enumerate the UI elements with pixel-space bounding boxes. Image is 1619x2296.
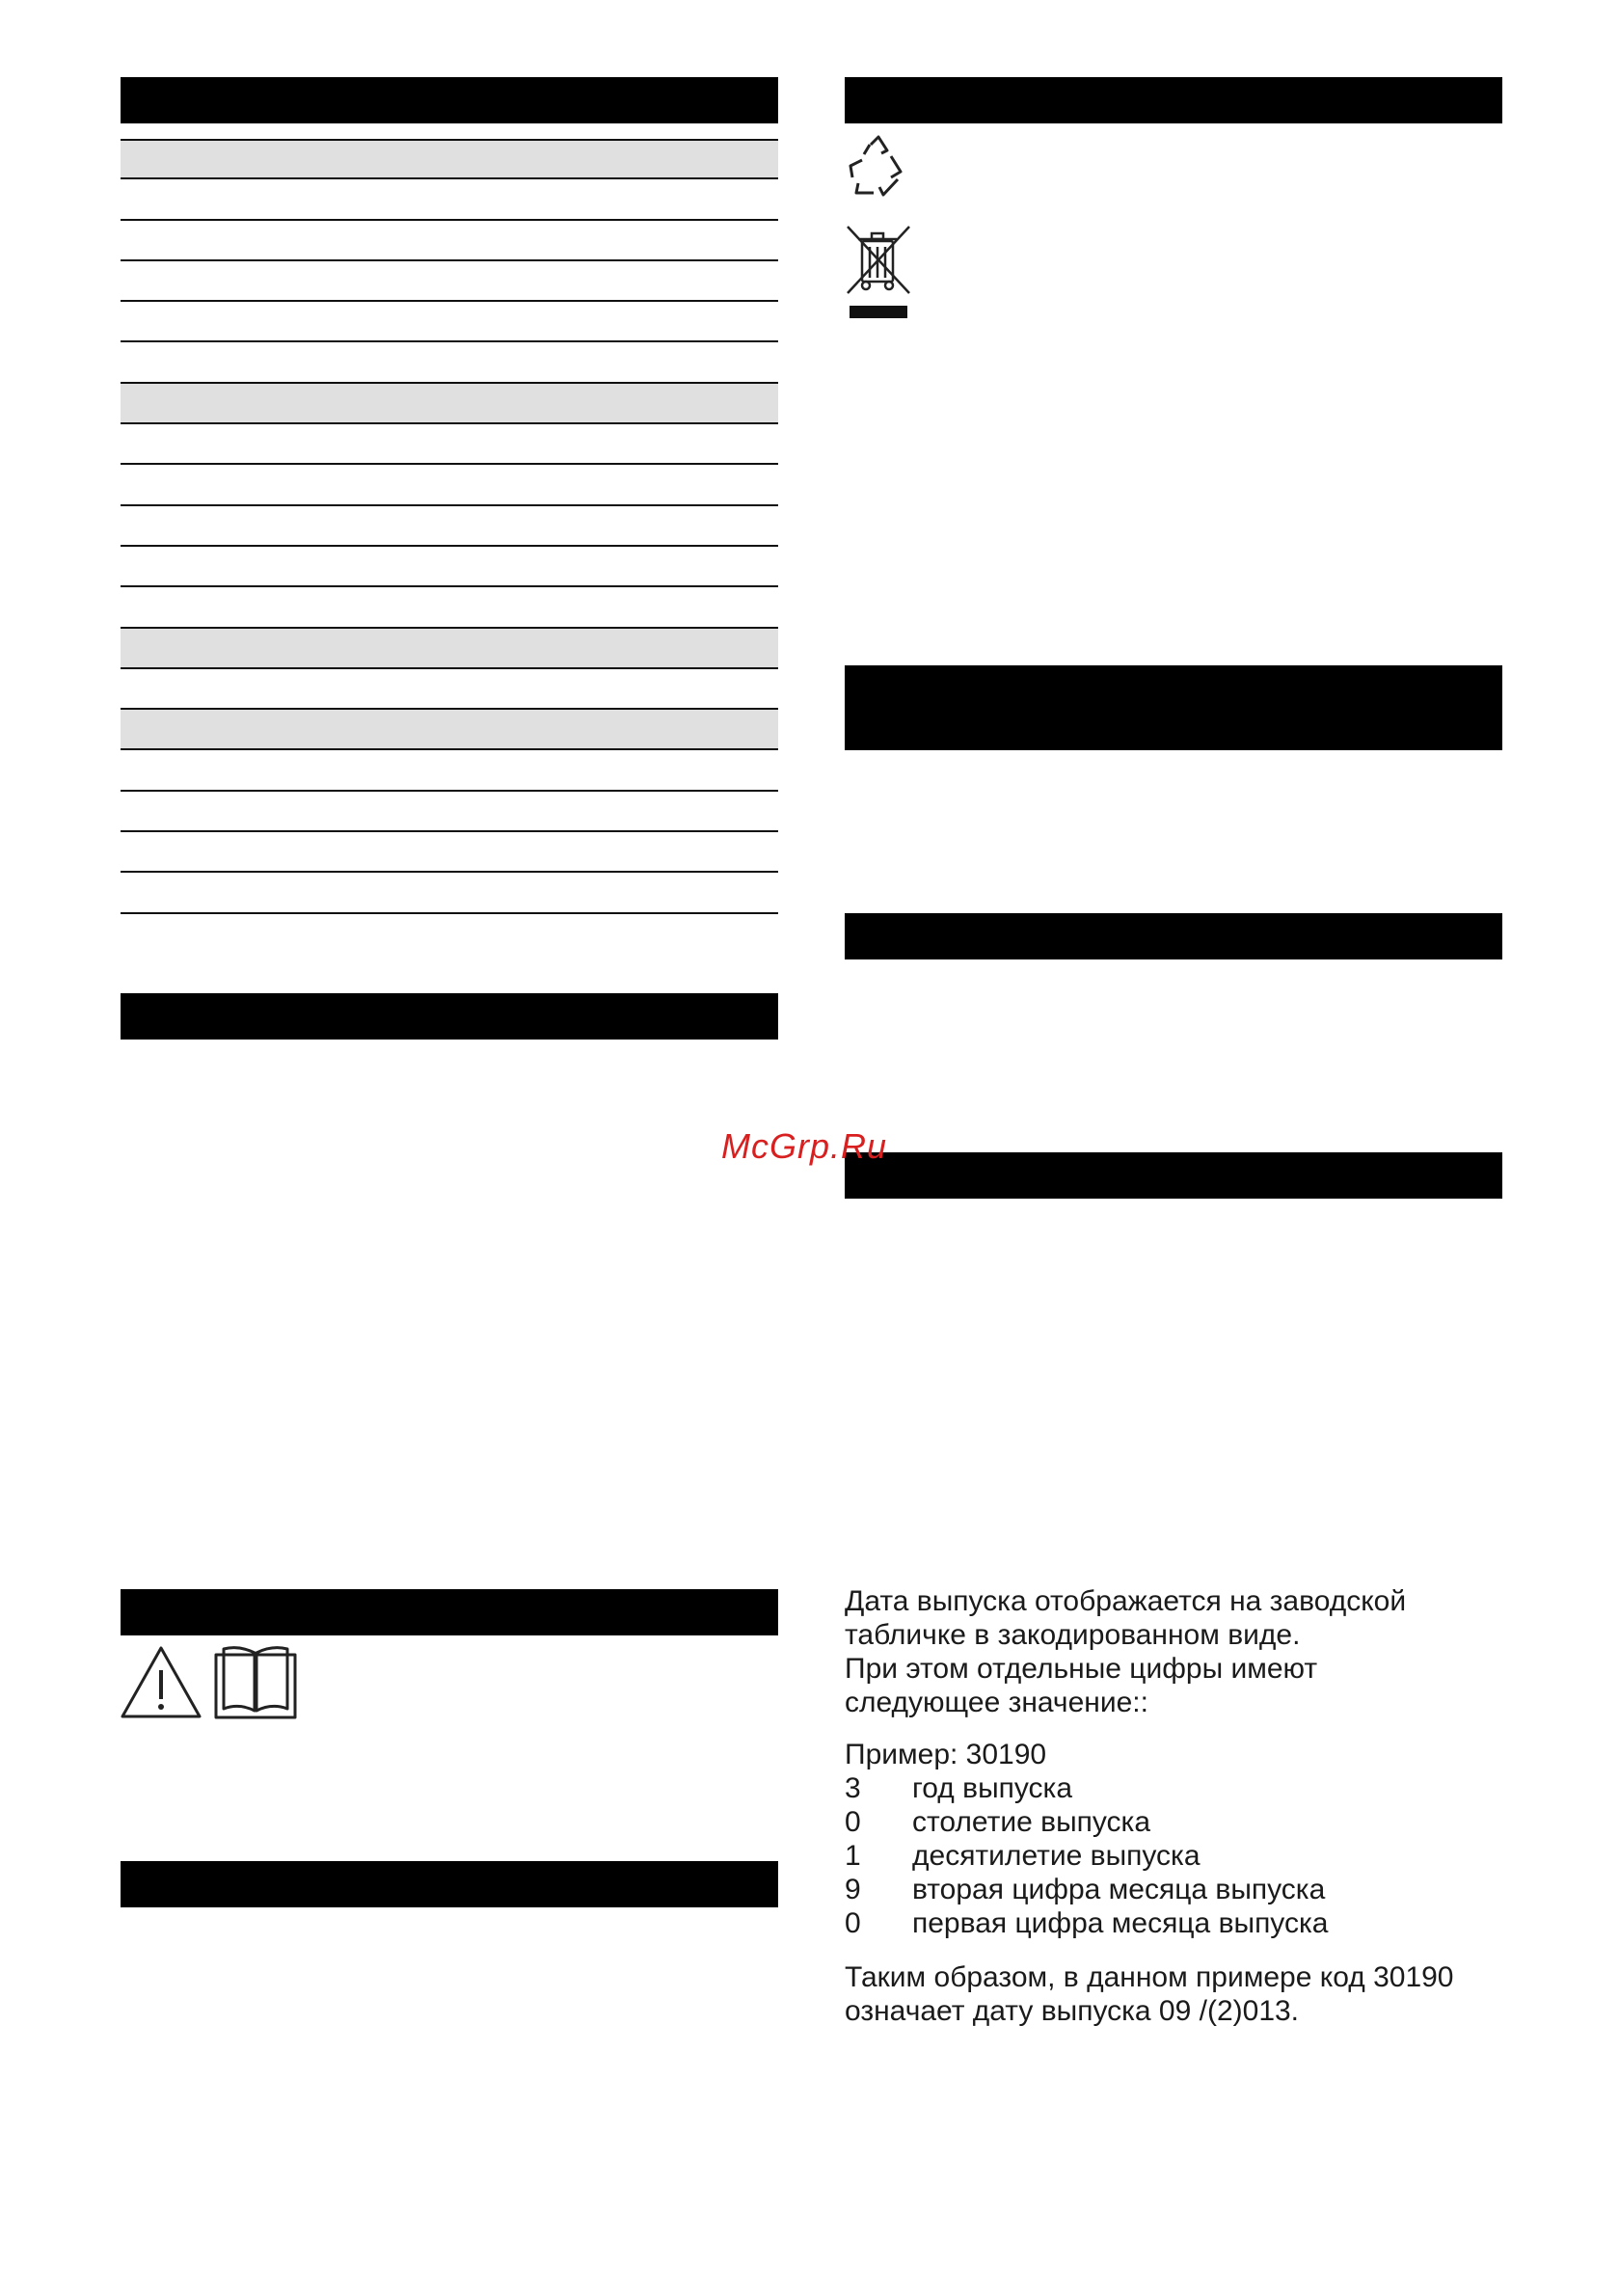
table-row	[121, 261, 778, 302]
table-row	[121, 750, 778, 791]
conclusion-line: означает дату выпуска 09 /(2)013.	[845, 1995, 1300, 2027]
section-header-bar	[845, 77, 1502, 123]
list-item	[845, 1771, 1328, 1805]
watermark: McGrp.Ru	[721, 1126, 888, 1166]
table-row	[121, 342, 778, 383]
digit-meaning: десятилетие выпуска	[912, 1840, 1201, 1872]
table-row	[121, 139, 778, 179]
table-row	[121, 424, 778, 465]
digit: 3	[845, 1772, 861, 1804]
example-line: Пример: 30190	[845, 1739, 1047, 1770]
table-row	[121, 832, 778, 873]
table-row	[121, 384, 778, 424]
open-manual-book-icon	[214, 1645, 297, 1720]
digit: 9	[845, 1874, 861, 1905]
table-row	[121, 669, 778, 710]
digit: 1	[845, 1840, 861, 1872]
intro-line: При этом отдельные цифры имеют	[845, 1653, 1318, 1685]
conclusion-line: Таким образом, в данном примере код 30190	[845, 1961, 1454, 1993]
table-row	[121, 587, 778, 628]
digit: 0	[845, 1806, 861, 1838]
crossed-out-wheelie-bin-icon	[845, 224, 912, 320]
digit-meaning: первая цифра месяца выпуска	[912, 1907, 1329, 1939]
list-item	[845, 1873, 1328, 1906]
digit-meaning: столетие выпуска	[912, 1806, 1151, 1838]
production-date-info	[845, 1584, 1406, 1719]
intro-line: Дата выпуска отображается на заводской	[845, 1585, 1407, 1617]
section-header-bar	[121, 1589, 778, 1635]
list-item	[845, 1805, 1328, 1839]
date-code-conclusion	[845, 1960, 1454, 2028]
digit-meaning: год выпуска	[912, 1772, 1073, 1804]
table-row	[121, 710, 778, 750]
warning-triangle-icon	[120, 1645, 202, 1720]
table-row	[121, 873, 778, 913]
table-row	[121, 547, 778, 587]
specs-table	[121, 139, 778, 914]
table-row	[121, 629, 778, 669]
table-row	[121, 465, 778, 505]
list-item	[845, 1906, 1328, 1940]
section-header-bar	[121, 1861, 778, 1907]
table-row	[121, 221, 778, 261]
section-header-bar	[845, 665, 1502, 750]
table-row	[121, 792, 778, 832]
section-header-bar	[121, 77, 778, 123]
section-header-bar	[845, 913, 1502, 959]
intro-line: табличке в закодированном виде.	[845, 1619, 1301, 1651]
section-header-bar	[845, 1152, 1502, 1199]
date-code-example	[845, 1738, 1328, 1940]
list-item	[845, 1839, 1328, 1873]
table-row	[121, 302, 778, 342]
section-header-bar	[121, 993, 778, 1040]
digit-meaning: вторая цифра месяца выпуска	[912, 1874, 1326, 1905]
intro-line: следующее значение::	[845, 1687, 1148, 1718]
table-row	[121, 179, 778, 220]
digit: 0	[845, 1907, 861, 1939]
recycle-icon	[845, 133, 912, 201]
table-row	[121, 506, 778, 547]
